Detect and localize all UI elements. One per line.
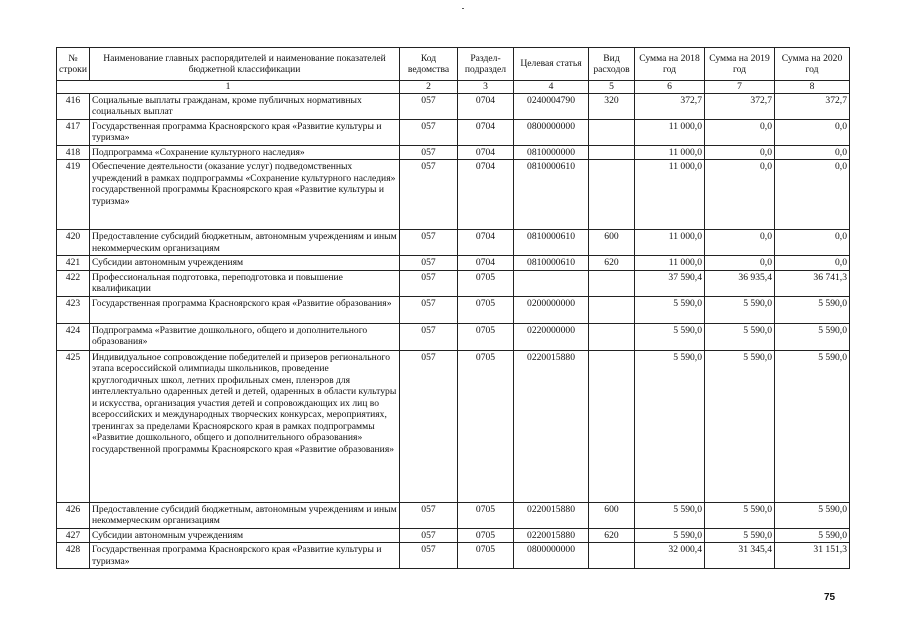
column-number: 2 xyxy=(400,81,458,94)
row-target-article: 0200000000 xyxy=(514,296,589,323)
row-expense-type xyxy=(589,296,635,323)
column-number: 7 xyxy=(705,81,775,94)
row-number: 417 xyxy=(57,119,90,145)
row-sum-2019: 31 345,4 xyxy=(705,543,775,569)
row-name: Подпрограмма «Сохранение культурного наследия» xyxy=(90,145,400,160)
table-row xyxy=(57,145,850,160)
row-expense-type xyxy=(589,160,635,230)
row-target-article: 0810000610 xyxy=(514,256,589,271)
row-expense-type: 600 xyxy=(589,502,635,528)
row-department-code: 057 xyxy=(400,543,458,569)
row-sum-2020: 0,0 xyxy=(775,256,850,271)
row-sum-2018: 372,7 xyxy=(635,93,705,119)
row-target-article: 0810000000 xyxy=(514,145,589,160)
row-sum-2018: 5 590,0 xyxy=(635,528,705,543)
row-expense-type xyxy=(589,350,635,502)
row-number: 422 xyxy=(57,270,90,296)
row-section: 0705 xyxy=(458,502,514,528)
row-number: 427 xyxy=(57,528,90,543)
row-sum-2019: 0,0 xyxy=(705,160,775,230)
row-sum-2020: 0,0 xyxy=(775,119,850,145)
row-sum-2020: 31 151,3 xyxy=(775,543,850,569)
row-target-article: 0800000000 xyxy=(514,543,589,569)
page-number: 75 xyxy=(824,592,836,603)
header-name: Наименование главных распорядителей и наименование показателей бюджетной классификации xyxy=(90,48,400,81)
row-department-code: 057 xyxy=(400,119,458,145)
row-sum-2020: 0,0 xyxy=(775,230,850,256)
row-number: 425 xyxy=(57,350,90,502)
row-name: Государственная программа Красноярского края «Развитие образования» xyxy=(90,296,400,323)
table-row xyxy=(57,230,850,256)
row-section: 0705 xyxy=(458,270,514,296)
row-target-article: 0810000610 xyxy=(514,230,589,256)
row-section: 0704 xyxy=(458,119,514,145)
row-sum-2018: 5 590,0 xyxy=(635,296,705,323)
row-sum-2020: 36 741,3 xyxy=(775,270,850,296)
table-row xyxy=(57,270,850,296)
row-sum-2019: 0,0 xyxy=(705,256,775,271)
table-row xyxy=(57,528,850,543)
row-sum-2020: 5 590,0 xyxy=(775,350,850,502)
row-sum-2019: 5 590,0 xyxy=(705,296,775,323)
row-name: Индивидуальное сопровождение победителей и призеров регионального этапа всероссийской олимпиады школьников, проведение круглогодичных школ, летних профильных смен, пленэров для интеллектуально одаренных детей и детей, одаренных в области культуры и искусства, организация участия детей и сопровождающих их лиц во всероссийских и международных творческих конкурсах, мероприятиях, тренингах за пределами Красноярского края в рамках подпрограммы «Развитие дошкольного, общего и дополнительного образования» государственной программы Красноярского края «Развитие образования» xyxy=(90,350,400,502)
row-target-article: 0220000000 xyxy=(514,323,589,350)
row-expense-type xyxy=(589,270,635,296)
row-name: Субсидии автономным учреждениям xyxy=(90,528,400,543)
row-sum-2020: 0,0 xyxy=(775,145,850,160)
row-target-article: 0810000610 xyxy=(514,160,589,230)
row-department-code: 057 xyxy=(400,256,458,271)
row-number: 419 xyxy=(57,160,90,230)
column-number: 5 xyxy=(589,81,635,94)
row-number: 421 xyxy=(57,256,90,271)
row-department-code: 057 xyxy=(400,350,458,502)
row-expense-type xyxy=(589,119,635,145)
row-number: 418 xyxy=(57,145,90,160)
row-section: 0705 xyxy=(458,528,514,543)
row-sum-2018: 11 000,0 xyxy=(635,160,705,230)
column-number: 3 xyxy=(458,81,514,94)
header-section: Раздел-подраздел xyxy=(458,48,514,81)
row-name: Социальные выплаты гражданам, кроме публичных нормативных социальных выплат xyxy=(90,93,400,119)
row-target-article: 0800000000 xyxy=(514,119,589,145)
column-number: 4 xyxy=(514,81,589,94)
row-section: 0704 xyxy=(458,93,514,119)
row-target-article xyxy=(514,270,589,296)
row-sum-2018: 11 000,0 xyxy=(635,145,705,160)
row-sum-2018: 5 590,0 xyxy=(635,502,705,528)
row-sum-2018: 11 000,0 xyxy=(635,119,705,145)
scan-dot xyxy=(462,8,464,9)
row-number: 416 xyxy=(57,93,90,119)
header-sum-2020: Сумма на 2020 год xyxy=(775,48,850,81)
row-sum-2018: 37 590,4 xyxy=(635,270,705,296)
row-name: Обеспечение деятельности (оказание услуг) подведомственных учреждений в рамках подпрограммы «Сохранение культурного наследия» государственной программы Красноярского края «Развитие культуры и туризма» xyxy=(90,160,400,230)
row-section: 0705 xyxy=(458,323,514,350)
table-row xyxy=(57,543,850,569)
column-number: 6 xyxy=(635,81,705,94)
table-row xyxy=(57,296,850,323)
row-sum-2018: 32 000,4 xyxy=(635,543,705,569)
column-number: 1 xyxy=(57,81,400,94)
table-row xyxy=(57,502,850,528)
row-name: Профессиональная подготовка, переподготовка и повышение квалификации xyxy=(90,270,400,296)
row-expense-type: 320 xyxy=(589,93,635,119)
row-target-article: 0220015880 xyxy=(514,502,589,528)
row-sum-2020: 5 590,0 xyxy=(775,323,850,350)
row-sum-2020: 5 590,0 xyxy=(775,502,850,528)
row-sum-2019: 5 590,0 xyxy=(705,502,775,528)
table-row xyxy=(57,256,850,271)
row-section: 0704 xyxy=(458,145,514,160)
row-number: 423 xyxy=(57,296,90,323)
row-section: 0704 xyxy=(458,256,514,271)
row-sum-2020: 0,0 xyxy=(775,160,850,230)
row-department-code: 057 xyxy=(400,160,458,230)
row-name: Предоставление субсидий бюджетным, автономным учреждениям и иным некоммерческим организациям xyxy=(90,230,400,256)
column-number-row xyxy=(57,81,850,94)
row-expense-type xyxy=(589,543,635,569)
table-row xyxy=(57,119,850,145)
row-department-code: 057 xyxy=(400,323,458,350)
row-department-code: 057 xyxy=(400,93,458,119)
row-name: Государственная программа Красноярского края «Развитие культуры и туризма» xyxy=(90,119,400,145)
row-section: 0705 xyxy=(458,543,514,569)
header-department-code: Код ведомства xyxy=(400,48,458,81)
row-sum-2020: 5 590,0 xyxy=(775,528,850,543)
table-row xyxy=(57,93,850,119)
row-sum-2019: 0,0 xyxy=(705,119,775,145)
row-expense-type: 620 xyxy=(589,256,635,271)
row-expense-type xyxy=(589,145,635,160)
row-sum-2018: 11 000,0 xyxy=(635,230,705,256)
row-department-code: 057 xyxy=(400,502,458,528)
row-section: 0705 xyxy=(458,350,514,502)
row-number: 428 xyxy=(57,543,90,569)
header-sum-2018: Сумма на 2018 год xyxy=(635,48,705,81)
row-department-code: 057 xyxy=(400,230,458,256)
row-sum-2019: 5 590,0 xyxy=(705,350,775,502)
header-expense-type: Вид расходов xyxy=(589,48,635,81)
row-section: 0704 xyxy=(458,160,514,230)
row-sum-2020: 5 590,0 xyxy=(775,296,850,323)
row-sum-2019: 0,0 xyxy=(705,230,775,256)
row-section: 0705 xyxy=(458,296,514,323)
header-target-article: Целевая статья xyxy=(514,48,589,81)
header-row xyxy=(57,48,850,81)
row-department-code: 057 xyxy=(400,145,458,160)
row-sum-2019: 372,7 xyxy=(705,93,775,119)
row-sum-2018: 11 000,0 xyxy=(635,256,705,271)
table-row xyxy=(57,323,850,350)
row-expense-type xyxy=(589,323,635,350)
row-section: 0704 xyxy=(458,230,514,256)
row-target-article: 0220015880 xyxy=(514,350,589,502)
row-sum-2019: 5 590,0 xyxy=(705,528,775,543)
row-name: Подпрограмма «Развитие дошкольного, общего и дополнительного образования» xyxy=(90,323,400,350)
column-number: 8 xyxy=(775,81,850,94)
row-sum-2018: 5 590,0 xyxy=(635,323,705,350)
row-number: 420 xyxy=(57,230,90,256)
table-row xyxy=(57,350,850,502)
row-name: Субсидии автономным учреждениям xyxy=(90,256,400,271)
row-sum-2019: 36 935,4 xyxy=(705,270,775,296)
row-expense-type: 600 xyxy=(589,230,635,256)
budget-table xyxy=(56,47,850,569)
row-department-code: 057 xyxy=(400,528,458,543)
row-target-article: 0220015880 xyxy=(514,528,589,543)
row-sum-2018: 5 590,0 xyxy=(635,350,705,502)
header-sum-2019: Сумма на 2019 год xyxy=(705,48,775,81)
row-department-code: 057 xyxy=(400,296,458,323)
row-sum-2020: 372,7 xyxy=(775,93,850,119)
row-number: 424 xyxy=(57,323,90,350)
row-department-code: 057 xyxy=(400,270,458,296)
row-sum-2019: 0,0 xyxy=(705,145,775,160)
table-row xyxy=(57,160,850,230)
row-name: Предоставление субсидий бюджетным, автономным учреждениям и иным некоммерческим организациям xyxy=(90,502,400,528)
row-name: Государственная программа Красноярского края «Развитие культуры и туризма» xyxy=(90,543,400,569)
row-sum-2019: 5 590,0 xyxy=(705,323,775,350)
header-row-number: № строки xyxy=(57,48,90,81)
table-body xyxy=(57,93,850,569)
row-target-article: 0240004790 xyxy=(514,93,589,119)
row-number: 426 xyxy=(57,502,90,528)
row-expense-type: 620 xyxy=(589,528,635,543)
